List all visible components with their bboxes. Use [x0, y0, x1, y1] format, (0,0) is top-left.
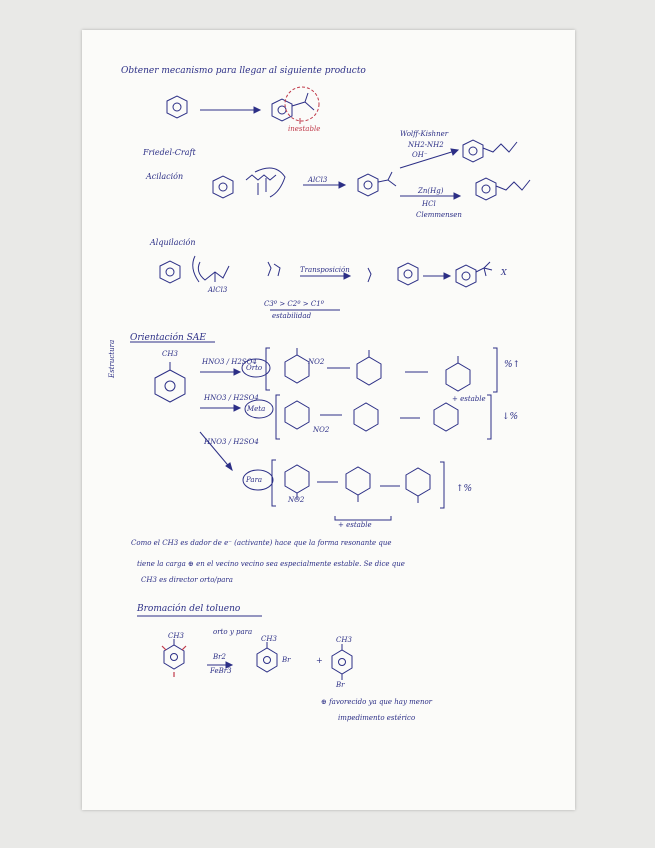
nitro-meta: NO2 — [313, 426, 330, 434]
stability-order: C3º > C2º > C1º — [264, 300, 324, 308]
alkylation-ring-2 — [398, 263, 418, 285]
acylation-label: Acilación — [146, 172, 184, 181]
structure-side-label: Estructura — [108, 339, 116, 378]
para-res-2 — [346, 467, 370, 502]
orto-para-label: orto y para — [213, 628, 253, 636]
para-bromotoluene — [332, 644, 352, 680]
para-res-3 — [406, 468, 430, 503]
meta-res-1 — [285, 401, 309, 429]
note-line-2: impedimento estérico — [338, 714, 416, 722]
stable-orto: + estable — [452, 395, 486, 403]
stability-label: estabilidad — [272, 312, 312, 320]
product-para: Para — [246, 476, 263, 484]
explanation-line-1: Como el CH3 es dador de e⁻ (activante) hace que la forma resonante que — [131, 539, 392, 547]
meta-res-2 — [354, 403, 378, 431]
bromine-reagent: Br2 — [213, 653, 226, 661]
orto-res-1 — [285, 348, 309, 383]
explanation-line-3: CH3 es director orto/para — [141, 576, 233, 584]
fail-mark: X — [501, 268, 507, 277]
plus-sign: + — [316, 656, 323, 665]
unstable-label: inestable — [288, 125, 321, 133]
product-orto: Orto — [246, 364, 263, 372]
bromination-toluene — [164, 639, 184, 669]
transposition-label: Transposición — [300, 266, 350, 274]
nitro-orto: NO2 — [308, 358, 325, 366]
iron-bromide-catalyst: FeBr3 — [210, 667, 232, 675]
clemmensen-reagent: Zn(Hg) — [418, 187, 444, 195]
reagent-bottom: HNO3 / H2SO4 — [204, 438, 259, 446]
product-ring — [272, 93, 314, 121]
bromo-para: Br — [336, 681, 345, 689]
alkylation-label: Alquilación — [150, 238, 196, 247]
orto-res-3 — [446, 356, 470, 391]
benzene-ring — [167, 96, 187, 118]
toluene-main — [155, 362, 185, 402]
percent-up-para: ↑% — [456, 484, 473, 494]
acyl-benzene — [213, 176, 233, 198]
product-meta: Meta — [247, 405, 266, 413]
alkylbenzene-top — [463, 140, 517, 162]
orto-res-2 — [357, 350, 381, 385]
alkylbenzene-bottom — [476, 178, 530, 200]
alkylation-reagent: AlCl3 — [208, 286, 228, 294]
friedel-crafts-heading: Friedel-Craft — [143, 148, 196, 157]
para-res-1 — [285, 465, 309, 500]
ketone-product — [358, 172, 396, 196]
reagent-top: HNO3 / H2SO4 — [202, 358, 257, 366]
alkylation-benzene — [160, 261, 180, 283]
reagent-mid: HNO3 / H2SO4 — [204, 394, 259, 402]
orto-bromotoluene — [257, 642, 277, 672]
methyl-br-3: CH3 — [336, 636, 352, 644]
tert-butylbenzene — [456, 262, 492, 287]
wk-base: OH⁻ — [412, 151, 428, 159]
wk-reagent: NH2-NH2 — [408, 141, 444, 149]
orientation-heading: Orientación SAE — [130, 333, 206, 343]
nitro-para: NO2 — [288, 496, 305, 504]
methyl-br-1: CH3 — [168, 632, 184, 640]
explanation-line-2: tiene la carga ⊕ en el vecino vecino sea especialmente estable. Se dice que — [137, 560, 405, 568]
note-line-1: ⊕ favorecido ya que hay menor — [321, 698, 433, 706]
methyl-br-2: CH3 — [261, 635, 277, 643]
percent-down-meta: ↓% — [502, 412, 519, 422]
acylation-catalyst: AlCl3 — [308, 176, 328, 184]
page-title: Obtener mecanismo para llegar al siguiente producto — [121, 66, 366, 76]
stable-para: + estable — [338, 521, 372, 529]
wolff-kishner-label: Wolff-Kishner — [400, 130, 449, 138]
bromination-heading: Bromación del tolueno — [137, 604, 241, 614]
methyl-label: CH3 — [162, 350, 178, 358]
meta-res-3 — [434, 403, 458, 431]
bromo-orto: Br — [282, 656, 291, 664]
percent-up-orto: %↑ — [504, 360, 521, 370]
clemmensen-label: Clemmensen — [416, 211, 462, 219]
clemmensen-acid: HCl — [422, 200, 436, 208]
